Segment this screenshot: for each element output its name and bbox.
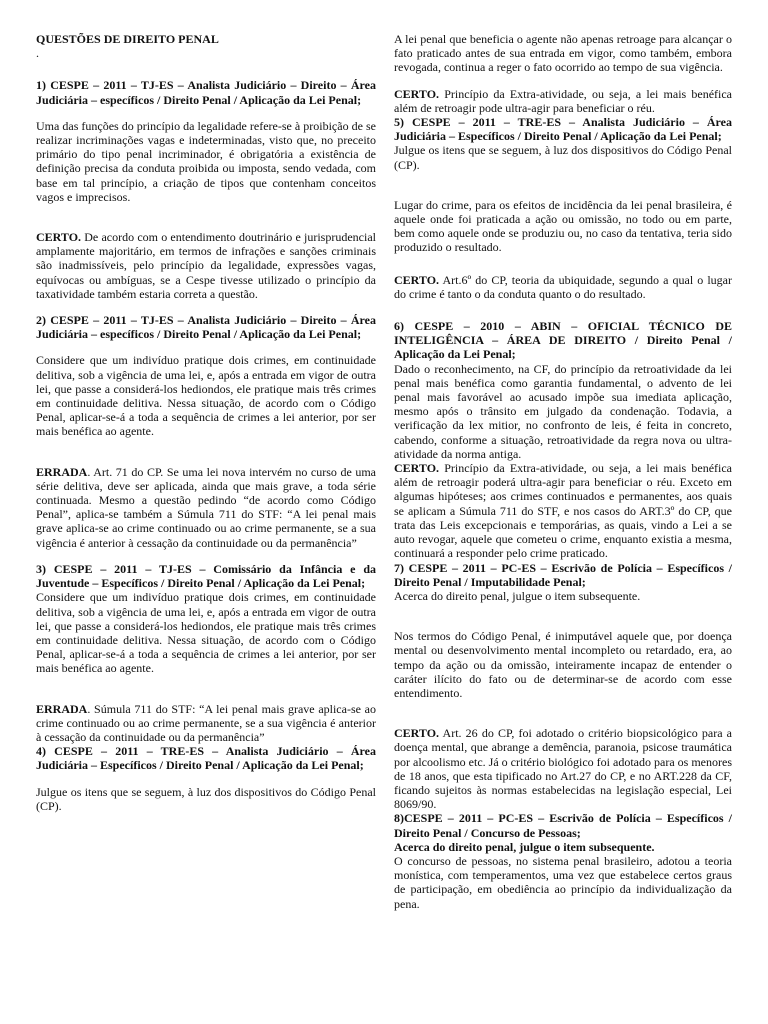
answer-text: Princípio da Extra-atividade, ou seja, a lei mais benéfica além de retroagir poderá ultra-agir para beneficiar o réu. Exceto em algumas hipóteses; aos crimes continuados e permanentes, aos quais se aplicam a Súmula 711 do STF, e nos casos do ART.3º do CP, que trata das Leis excepcionais e temporárias, as quais, vindo a Lei a se auto revogar, aquele que cometeu o crime, enquanto existia a mesma, continuará a responder pelo crime praticado.: [394, 461, 732, 561]
question-7-answer: [394, 726, 732, 811]
answer-text: . Art. 71 do CP. Se uma lei nova intervém no curso de uma série delitiva, deve ser aplicada, ainda que mais grave, a toda série continuada. Mesmo a questão pedindo “de acordo como Código Penal”, aplica-se também a Súmula 711 do STF: “A lei penal mais grave aplica-se ao crime continuado ou ao crime permanente, se a sua vigência é anterior à cessação da continuidade ou da permanência”: [36, 464, 376, 550]
answer-text: De acordo com o entendimento doutrinário e jurisprudencial amplamente majoritário, em termos de infrações e sanções criminais são inadmissíveis, pelo princípio da legalidade, expressões vagas, equívocas ou ambíguas, se a Cespe tivesse utilizado o princípio da taxatividade também estaria correta a questão.: [36, 230, 376, 301]
question-3-text: Considere que um indivíduo pratique dois crimes, em continuidade delitiva, sob a vigência de uma lei, e, após a entrada em vigor de outra lei, que passe a considerá-los hediondos, ele pratique mais três crimes em continuidade delitiva. Nessa situação, de acordo com o Código Penal, aplicar-se-á a toda a sequência de crimes a lei anterior, por ser mais benéfica ao agente.: [36, 590, 376, 676]
question-5-answer: [394, 273, 732, 301]
page-title: QUESTÕES DE DIREITO PENAL: [36, 32, 219, 46]
right-column: [394, 32, 732, 911]
answer-text: Art. 26 do CP, foi adotado o critério biopsicológico para a doença mental, que abrange a demência, paranoia, psicose traumática por alcoolismo etc. Já o critério biológico foi adotado para os menores de 18 anos, que esta tipificado no Art.27 do CP, e no ART.228 da CF, ficando sujeitos às normas estabelecidas na legislação especial, Lei 8069/90.: [394, 726, 732, 812]
question-4-text: Julgue os itens que se seguem, à luz dos dispositivos do Código Penal (CP).: [36, 784, 376, 813]
answer-label: CERTO.: [394, 272, 440, 287]
question-1-header: 1) CESPE – 2011 – TJ-ES – Analista Judiciário – Direito – Área Judiciária – específicos / Direito Penal / Aplicação da Lei Penal;: [36, 78, 376, 107]
question-5-text: Julgue os itens que se seguem, à luz dos dispositivos do Código Penal (CP).: [394, 143, 732, 172]
question-2-answer: [36, 465, 376, 550]
question-6-answer: [394, 461, 732, 560]
answer-text: Princípio da Extra-atividade, ou seja, a lei mais benéfica além de retroagir pode ultra-agir para beneficiar o réu.: [394, 86, 732, 115]
question-6-header: 6) CESPE – 2010 – ABIN – OFICIAL TÉCNICO DE INTELIGÊNCIA – ÁREA DE DIREITO / Direito Penal / Aplicação da Lei Penal;: [394, 319, 732, 362]
question-2-text: Considere que um indivíduo pratique dois crimes, em continuidade delitiva, sob a vigência de uma lei, e, após a entrada em vigor de outra lei, que passe a considerá-los hediondos, ele pratique mais três crimes em continuidade delitiva. Nessa situação, de acordo com o Código Penal, aplicar-se-á a toda a sequência de crimes a lei anterior, por ser mais benéfica ao agente.: [36, 353, 376, 439]
question-1-answer: [36, 230, 376, 301]
question-7-item: Nos termos do Código Penal, é inimputável aquele que, por doença mental ou desenvolvimento mental incompleto ou retardado, era, ao tempo da ação ou da omissão, inteiramente incapaz de entender o caráter ilícito do fato ou de determinar-se de acordo com esse entendimento.: [394, 629, 732, 700]
answer-label: CERTO.: [394, 86, 440, 101]
answer-label: CERTO.: [36, 230, 82, 245]
question-6-text: Dado o reconhecimento, na CF, do princípio da retroatividade da lei penal mais benéfica como garantia fundamental, o advento de lei penal mais favorável ao acusado impõe sua imediata aplicação, mesmo após o trânsito em julgado da condenação. Todavia, a verificação da lex mitior, no confronto de leis, é feita in concreto, cabendo, conforme a situação, retroatividade da regra nova ou ultra-atividade da norma antiga.: [394, 361, 732, 461]
question-4-item: A lei penal que beneficia o agente não apenas retroage para alcançar o fato praticado antes de sua entrada em vigor, como também, embora revogada, continua a reger o fato ocorrido ao tempo de sua vigência.: [394, 32, 732, 75]
answer-label: CERTO.: [394, 726, 440, 741]
question-5-item: Lugar do crime, para os efeitos de incidência da lei penal brasileira, é aquele onde foi praticada a ação ou omissão, no todo ou em parte, bem como aquele onde se produziu ou, no caso da tentativa, teria sido produzido o resultado.: [394, 197, 732, 255]
answer-label: ERRADA: [36, 464, 88, 479]
question-8-header: 8)CESPE – 2011 – PC-ES – Escrivão de Polícia – Específicos / Direito Penal / Concurso de Pessoas;: [394, 811, 732, 840]
question-7-text: Acerca do direito penal, julgue o item subsequente.: [394, 588, 641, 603]
question-3-header: 3) CESPE – 2011 – TJ-ES – Comissário da Infância e da Juventude – Específicos / Direito Penal / Aplicação da Lei Penal;: [36, 561, 376, 591]
title-dot: .: [36, 46, 39, 61]
question-8-text: O concurso de pessoas, no sistema penal brasileiro, adotou a teoria monística, com temperamentos, uma vez que estabelece certos graus de participação, em obediência ao princípio da individualização da pena.: [394, 853, 732, 911]
question-7-header: 7) CESPE – 2011 – PC-ES – Escrivão de Polícia – Específicos / Direito Penal / Imputabilidade Penal;: [394, 560, 732, 589]
question-4-header: 4) CESPE – 2011 – TRE-ES – Analista Judiciário – Área Judiciária – Específicos / Direito Penal / Aplicação da Lei Penal;: [36, 744, 376, 773]
answer-text: Art.6º do CP, teoria da ubiquidade, segundo a qual o lugar do crime é tanto o da conduta quanto o do resultado.: [394, 272, 732, 301]
answer-label: CERTO.: [394, 461, 440, 476]
question-2-header: 2) CESPE – 2011 – TJ-ES – Analista Judiciário – Direito – Área Judiciária – específicos / Direito Penal / Aplicação da Lei Penal;: [36, 313, 376, 342]
question-8-subheader: Acerca do direito penal, julgue o item subsequente.: [394, 839, 655, 854]
question-4-answer: [394, 87, 732, 115]
question-1-text: Uma das funções do princípio da legalidade refere-se à proibição de se realizar incriminações vagas e indeterminadas, visto que, no preceito primário do tipo penal incriminador, é obrigatória a existência de definição precisa da conduta proibida ou imposta, sendo vedada, com base em tal princípio, a criação de tipos que contenham conceitos vagos e imprecisos.: [36, 118, 376, 204]
answer-label: ERRADA: [36, 701, 88, 716]
question-3-answer: [36, 702, 376, 745]
left-column: [36, 32, 376, 813]
answer-text: . Súmula 711 do STF: “A lei penal mais grave aplica-se ao crime continuado ou ao crime permanente, se a sua vigência é anterior à cessação da continuidade ou da permanência”: [36, 701, 376, 744]
question-5-header: 5) CESPE – 2011 – TRE-ES – Analista Judiciário – Área Judiciária – Específicos / Direito Penal / Aplicação da Lei Penal;: [394, 115, 732, 144]
